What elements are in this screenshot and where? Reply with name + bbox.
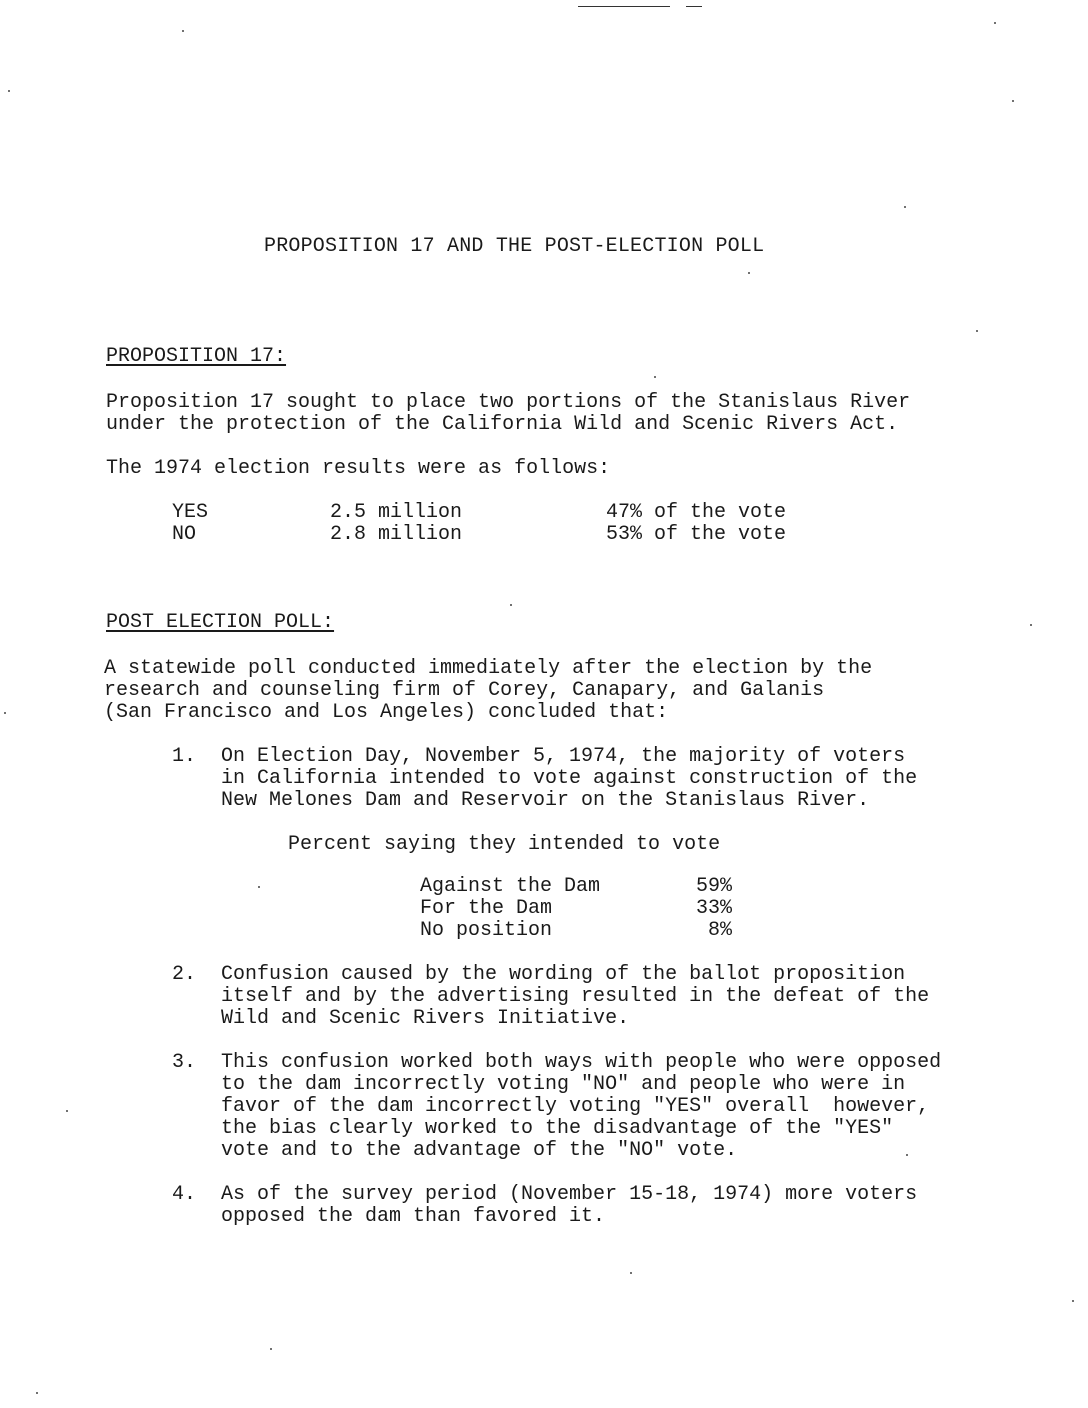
list-item-line: itself and by the advertising resulted in the defeat of the <box>221 985 930 1008</box>
scan-speck <box>66 1110 68 1112</box>
list-item-number: 2. <box>172 963 197 986</box>
poll-value: 33% <box>696 897 733 920</box>
list-item-line: Confusion caused by the wording of the ballot proposition <box>221 963 906 986</box>
list-item-number: 1. <box>172 745 197 768</box>
paragraph-line: under the protection of the California Wild and Scenic Rivers Act. <box>106 413 899 436</box>
paragraph-line: A statewide poll conducted immediately after the election by the <box>104 657 873 680</box>
scan-speck <box>258 886 260 888</box>
result-votes: 2.8 million <box>330 523 463 546</box>
scan-speck <box>270 1348 272 1350</box>
paragraph-line: Proposition 17 sought to place two portions of the Stanislaus River <box>106 391 911 414</box>
list-item-line: Wild and Scenic Rivers Initiative. <box>221 1007 630 1030</box>
list-item-line: New Melones Dam and Reservoir on the Stanislaus River. <box>221 789 870 812</box>
result-share: 53% of the vote <box>606 523 787 546</box>
poll-value: 59% <box>696 875 733 898</box>
poll-label: For the Dam <box>420 897 553 920</box>
scan-speck <box>976 330 978 332</box>
scan-speck <box>994 22 996 24</box>
list-item-line: opposed the dam than favored it. <box>221 1205 606 1228</box>
scan-speck <box>906 1154 908 1156</box>
result-choice: NO <box>172 523 197 546</box>
section-heading-proposition: PROPOSITION 17: <box>106 345 287 368</box>
scan-speck <box>630 1272 632 1274</box>
list-item-line: to the dam incorrectly voting "NO" and people who were in <box>221 1073 906 1096</box>
paragraph-line: research and counseling firm of Corey, Canapary, and Galanis <box>104 679 825 702</box>
result-share: 47% of the vote <box>606 501 787 524</box>
list-item-line: As of the survey period (November 15-18, 1974) more voters <box>221 1183 918 1206</box>
poll-caption: Percent saying they intended to vote <box>288 833 721 856</box>
page-title: PROPOSITION 17 AND THE POST-ELECTION POLL <box>264 235 765 258</box>
scan-speck <box>1072 1300 1074 1302</box>
list-item-line: favor of the dam incorrectly voting "YES" overall however, <box>221 1095 930 1118</box>
scan-speck <box>36 1392 38 1394</box>
scan-speck <box>4 712 6 714</box>
poll-label: Against the Dam <box>420 875 601 898</box>
scan-speck <box>1030 624 1032 626</box>
scan-speck <box>510 604 512 606</box>
scan-speck <box>1012 100 1014 102</box>
scan-speck <box>654 376 656 378</box>
scan-speck <box>904 206 906 208</box>
poll-label: No position <box>420 919 553 942</box>
list-item-line: On Election Day, November 5, 1974, the majority of voters <box>221 745 906 768</box>
list-item-line: vote and to the advantage of the "NO" vote. <box>221 1139 738 1162</box>
scan-speck <box>182 30 184 32</box>
scan-speck <box>748 272 750 274</box>
list-item-line: the bias clearly worked to the disadvantage of the "YES" <box>221 1117 894 1140</box>
result-choice: YES <box>172 501 209 524</box>
paragraph-line: (San Francisco and Los Angeles) concluded that: <box>104 701 669 724</box>
results-intro: The 1974 election results were as follows: <box>106 457 611 480</box>
scan-speck <box>8 90 10 92</box>
result-votes: 2.5 million <box>330 501 463 524</box>
poll-value: 8% <box>708 919 733 942</box>
section-heading-poll: POST ELECTION POLL: <box>106 611 335 634</box>
list-item-number: 4. <box>172 1183 197 1206</box>
list-item-line: This confusion worked both ways with people who were opposed <box>221 1051 942 1074</box>
scan-mark <box>578 6 670 7</box>
list-item-line: in California intended to vote against construction of the <box>221 767 918 790</box>
scan-mark <box>686 6 702 7</box>
list-item-number: 3. <box>172 1051 197 1074</box>
